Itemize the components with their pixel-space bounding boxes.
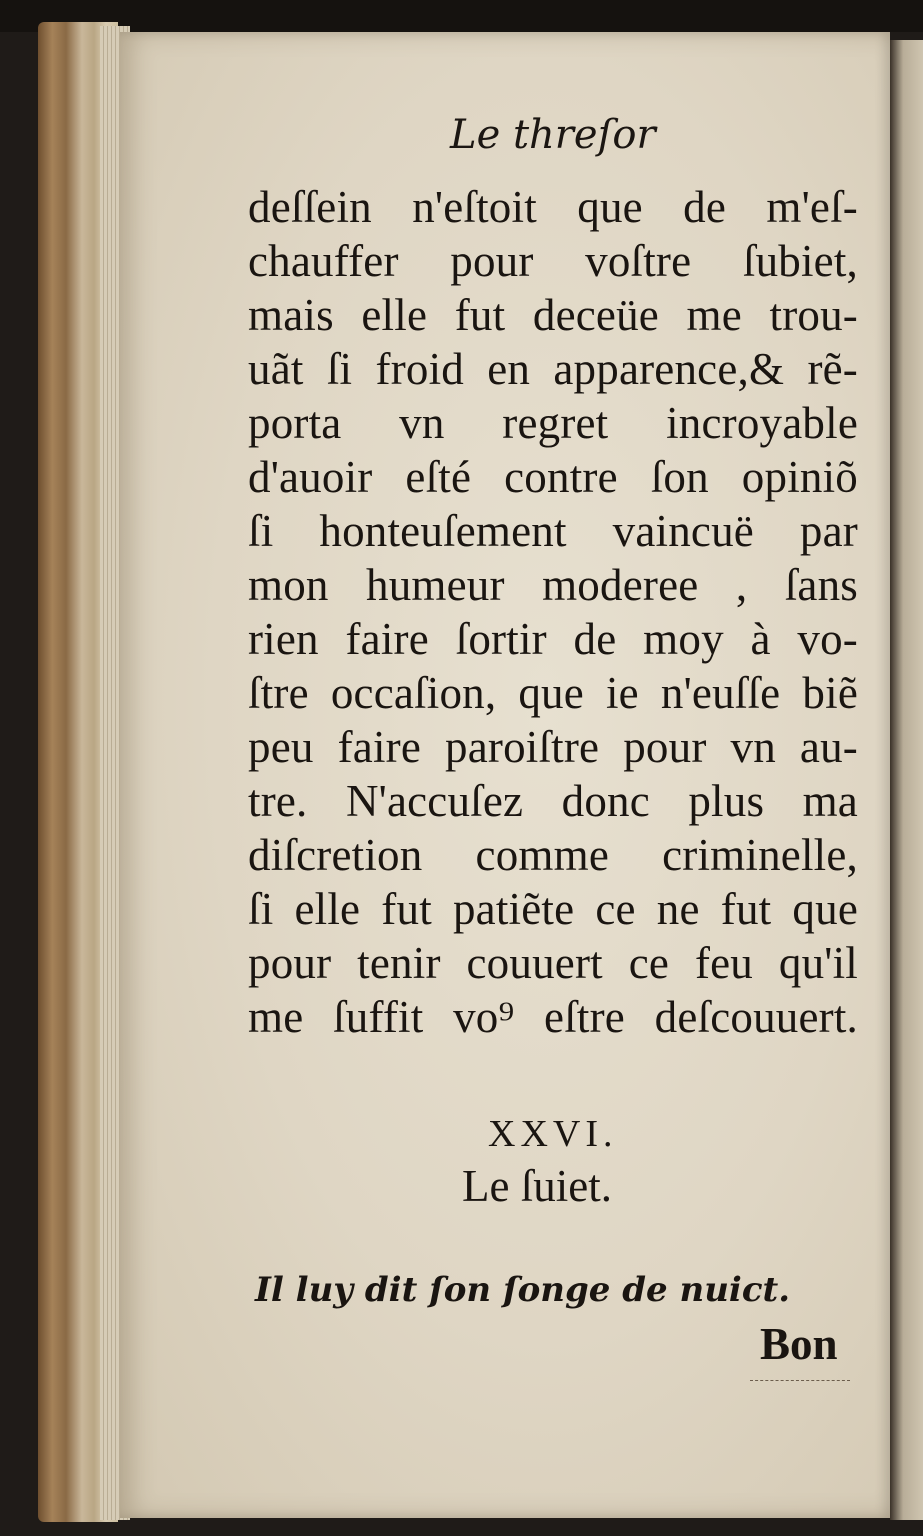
- text-line: diſcretion comme criminelle,: [248, 830, 858, 880]
- facing-page-edge: [890, 40, 923, 1520]
- text-line: mais elle fut deceüe me trou-: [248, 290, 858, 340]
- catchword: Bon: [760, 1319, 838, 1369]
- text-line: tre. N'accuſez donc plus ma: [248, 776, 858, 826]
- background-top: [0, 0, 923, 32]
- printer-rule: [750, 1380, 850, 1382]
- text-line: d'auoir eſté contre ſon opiniõ: [248, 452, 858, 502]
- text-line: rien faire ſortir de moy à vo-: [248, 614, 858, 664]
- text-line: ſtre occaſion, que ie n'euſſe biẽ: [248, 668, 858, 718]
- section-argument: Il luy dit ſon ſonge de nuict.: [255, 1270, 791, 1310]
- text-line: me ſuffit vo⁹ eſtre deſcouuert.: [248, 992, 858, 1042]
- text-line: ſi honteuſement vaincuë par: [248, 506, 858, 556]
- text-line: ſi elle fut patiẽte ce ne fut que: [248, 884, 858, 934]
- running-head: Le threſor: [450, 112, 656, 158]
- text-line: chauffer pour voſtre ſubiet,: [248, 236, 858, 286]
- text-line: porta vn regret incroyable: [248, 398, 858, 448]
- text-line: uãt ſi froid en apparence,& rẽ-: [248, 344, 858, 394]
- section-number: XXVI.: [488, 1113, 618, 1155]
- body-text: [248, 180, 858, 1044]
- text-line: peu faire paroiſtre pour vn au-: [248, 722, 858, 772]
- section-subject: Le ſuiet.: [462, 1161, 612, 1211]
- text-line: deſſein n'eſtoit que de m'eſ-: [248, 182, 858, 232]
- text-line: pour tenir couuert ce feu qu'il: [248, 938, 858, 988]
- text-line: mon humeur moderee , ſans: [248, 560, 858, 610]
